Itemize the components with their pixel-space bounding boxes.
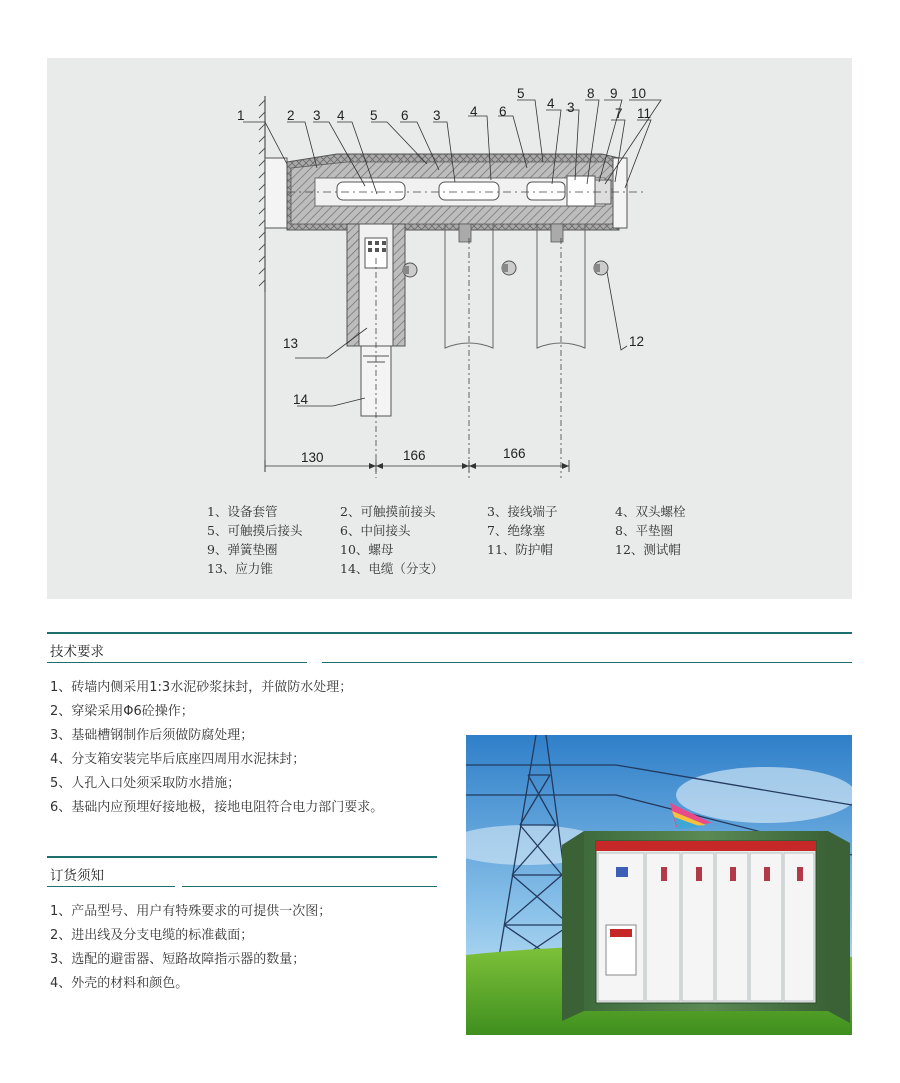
list-item: 2、进出线及分支电缆的标准截面； — [50, 928, 254, 943]
callout-11: 11 — [637, 106, 652, 121]
tech-section-underline-right — [322, 662, 852, 663]
list-item: 3、基础槽钢制作后须做防腐处理； — [50, 728, 254, 743]
dimension-166-a: 166 — [403, 448, 426, 463]
legend-item: 7、绝缘塞 — [487, 523, 545, 538]
legend-item: 12、测试帽 — [615, 542, 681, 557]
list-item: 1、砖墙内侧采用1:3水泥砂浆抹封，并做防水处理； — [50, 680, 353, 695]
legend-item: 4、双头螺栓 — [615, 504, 686, 519]
tech-section-title: 技术要求 — [50, 644, 104, 660]
list-item: 4、分支箱安装完毕后底座四周用水泥抹封； — [50, 752, 306, 767]
callout-3: 3 — [313, 108, 321, 123]
legend-item: 1、设备套管 — [207, 504, 278, 519]
legend-item: 9、弹簧垫圈 — [207, 542, 278, 557]
legend-item: 2、可触摸前接头 — [340, 504, 436, 519]
list-item: 1、产品型号、用户有特殊要求的可提供一次图； — [50, 904, 332, 919]
callout-3b: 3 — [433, 108, 441, 123]
order-section-title: 订货须知 — [50, 868, 104, 884]
parts-legend — [207, 503, 847, 578]
list-item: 5、人孔入口处须采取防水措施； — [50, 776, 241, 791]
callout-4b: 4 — [470, 104, 478, 119]
list-item: 4、外壳的材料和颜色。 — [50, 976, 189, 991]
switchgear-cabinet-image — [466, 735, 852, 1035]
product-photo — [466, 735, 852, 1035]
callout-14: 14 — [293, 392, 309, 407]
callout-1: 1 — [237, 108, 245, 123]
order-notes-list — [50, 900, 331, 996]
dimension-130: 130 — [301, 450, 324, 465]
callout-3c: 3 — [567, 100, 575, 115]
tech-section-top-rule — [47, 632, 852, 634]
callout-6: 6 — [401, 108, 409, 123]
callout-10: 10 — [631, 86, 647, 101]
callout-13: 13 — [283, 336, 299, 351]
callout-8: 8 — [587, 86, 595, 101]
legend-item: 3、接线端子 — [487, 504, 558, 519]
order-section-top-rule — [47, 856, 437, 858]
order-section-underline-left — [47, 886, 175, 887]
callout-12: 12 — [629, 334, 645, 349]
legend-item: 10、螺母 — [340, 542, 394, 557]
dimension-166-b: 166 — [503, 446, 526, 461]
legend-item: 11、防护帽 — [487, 542, 553, 557]
callout-5b: 5 — [517, 86, 525, 101]
callout-6b: 6 — [499, 104, 507, 119]
cable-connector-diagram — [47, 58, 852, 599]
tech-requirements-list — [50, 676, 383, 820]
legend-item: 6、中间接头 — [340, 523, 411, 538]
callout-7: 7 — [615, 106, 623, 121]
legend-item: 13、应力锥 — [207, 561, 273, 576]
callout-5: 5 — [370, 108, 378, 123]
legend-item: 8、平垫圈 — [615, 523, 673, 538]
tech-section-underline-left — [47, 662, 307, 663]
callout-9: 9 — [610, 86, 618, 101]
callout-4c: 4 — [547, 96, 555, 111]
callout-4: 4 — [337, 108, 345, 123]
list-item: 2、穿梁采用Φ6砼操作； — [50, 704, 194, 719]
order-section-underline-right — [182, 886, 437, 887]
list-item: 3、选配的避雷器、短路故障指示器的数量； — [50, 952, 306, 967]
list-item: 6、基础内应预埋好接地极，接地电阻符合电力部门要求。 — [50, 800, 384, 815]
callout-2: 2 — [287, 108, 295, 123]
legend-item: 14、电缆（分支） — [340, 561, 444, 576]
legend-item: 5、可触摸后接头 — [207, 523, 303, 538]
